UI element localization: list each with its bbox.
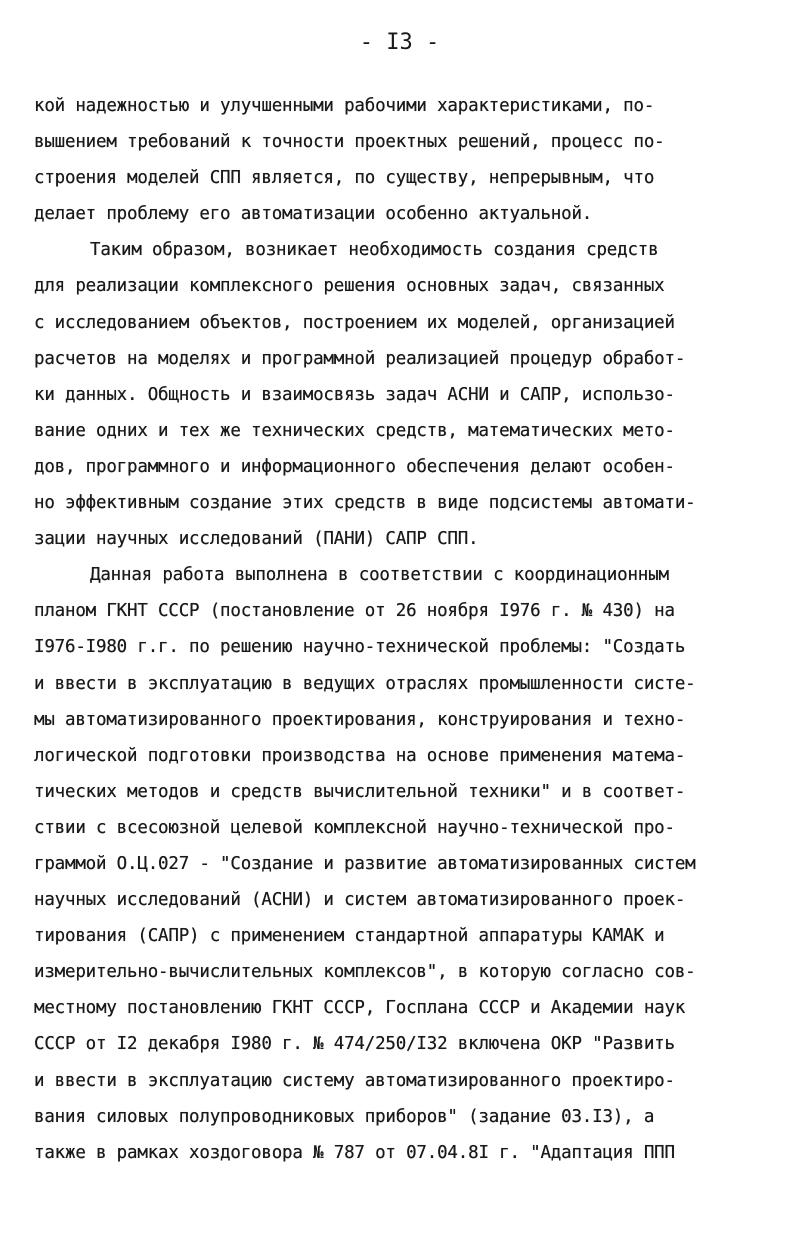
text-line: вышением требований к точности проектных решений, процесс по- [34, 132, 665, 153]
paragraph [34, 88, 764, 232]
text-line: мы автоматизированного проектирования, конструирования и техно- [34, 709, 686, 730]
text-line: вания силовых полупроводниковых приборов" (задание 03.I3), а [34, 1106, 655, 1127]
text-line: кой надежностью и улучшенными рабочими характеристиками, по- [34, 96, 655, 116]
text-line: граммой О.Ц.027 - "Создание и развитие автоматизированных систем [34, 853, 696, 874]
text-line: и ввести в эксплуатацию в ведущих отраслях промышленности систе- [34, 673, 696, 694]
text-line: вание одних и тех же технических средств, математических мето- [34, 420, 675, 441]
text-line: дов, программного и информационного обеспечения делают особен- [34, 456, 675, 477]
text-line: ки данных. Общность и взаимосвязь задач АСНИ и САПР, использо- [34, 384, 675, 405]
text-line: планом ГКНТ СССР (постановление от 26 ноября I976 г. № 430) на [34, 601, 675, 622]
text-line: расчетов на моделях и программной реализацией процедур обработ- [34, 348, 686, 369]
body-text [34, 88, 764, 1171]
text-line: СССР от I2 декабря I980 г. № 474/250/I32 включена ОКР "Развить [34, 1034, 675, 1055]
text-line: измерительно-вычислительных комплексов", в которую согласно сов- [34, 962, 696, 983]
text-line: тирования (САПР) с применением стандартной аппаратуры КАМАК и [34, 926, 665, 947]
text-line: Данная работа выполнена в соответствии с координационным [90, 565, 669, 586]
text-line: для реализации комплексного решения основных задач, связанных [34, 276, 665, 297]
paragraph [34, 232, 764, 557]
text-line: Таким образом, возникает необходимость создания средств [90, 240, 659, 261]
text-line: и ввести в эксплуатацию систему автоматизированного проектиро- [34, 1070, 675, 1091]
text-line: но эффективным создание этих средств в виде подсистемы автомати- [34, 493, 696, 514]
text-line: также в рамках хоздоговора № 787 от 07.04.8I г. "Адаптация ППП [34, 1142, 675, 1163]
page-number: - I3 - [359, 30, 440, 55]
text-line: делает проблему его автоматизации особенно актуальной. [34, 204, 593, 225]
text-line: зации научных исследований (ПАНИ) САПР СПП. [34, 529, 479, 550]
text-line: тических методов и средств вычислительной техники" и в соответ- [34, 781, 686, 802]
text-line: строения моделей СПП является, по существу, непрерывным, что [34, 168, 655, 189]
text-line: ствии с всесоюзной целевой комплексной научно-технической про- [34, 817, 675, 838]
text-line: научных исследований (АСНИ) и систем автоматизированного проек- [34, 890, 686, 911]
paragraph [34, 557, 764, 1171]
text-line: с исследованием объектов, построением их моделей, организацией [34, 312, 675, 333]
text-line: местному постановлению ГКНТ СССР, Госплана СССР и Академии наук [34, 998, 686, 1019]
text-line: логической подготовки производства на основе применения матема- [34, 745, 686, 766]
text-line: I976-I980 г.г. по решению научно-технической проблемы: "Создать [34, 637, 686, 658]
